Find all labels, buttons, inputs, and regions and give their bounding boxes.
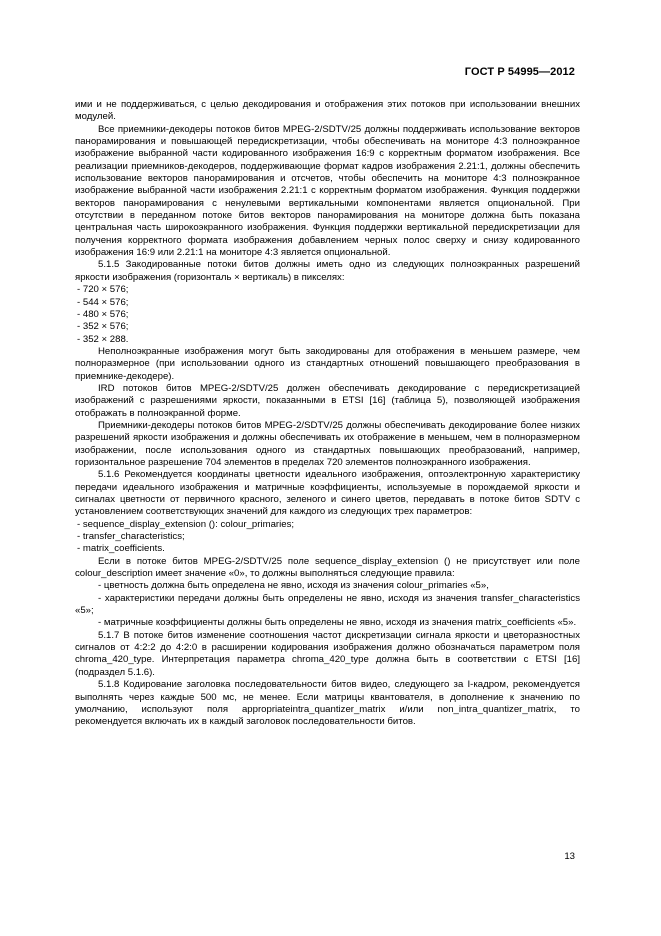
paragraph-rules-intro: Если в потоке битов MPEG-2/SDTV/25 поле sequence_display_extension () не присутствует или поле colour_description имеет значение «0», то должны выполняться следующие правила: xyxy=(75,555,580,580)
document-body xyxy=(75,99,580,729)
list-item-resolution: - 720 × 576; xyxy=(77,284,129,296)
paragraph-non-fullscreen: Неполноэкранные изображения могут быть закодированы для отображения в меньшем размере, чем полноразмерное (при использовании одного из стандартных отношений повышающего преобразования в приемнике-декодере). xyxy=(75,345,580,382)
rule-item: - характеристики передачи должны быть определены не явно, исходя из значения transfer_characteristics «5»; xyxy=(75,592,580,617)
document-standard-number: ГОСТ Р 54995—2012 xyxy=(464,66,575,78)
clause-5-1-5: 5.1.5 Закодированные потоки битов должны иметь одно из следующих полноэкранных разрешений яркости изображения (горизонталь × вертикаль) в пикселях: xyxy=(75,259,580,283)
list-item-parameter: - matrix_coefficients. xyxy=(77,543,165,555)
paragraph-continuation: ими и не поддерживаться, с целью декодирования и отображения этих потоков при использовании внешних модулей. xyxy=(75,99,580,123)
list-item-resolution: - 352 × 288. xyxy=(77,333,129,345)
list-item-resolution: - 480 × 576; xyxy=(77,308,129,320)
rule-item: - цветность должна быть определена не явно, исходя из значения colour_primaries «5», xyxy=(98,580,489,592)
paragraph-panning-vectors: Все приемники-декодеры потоков битов MPEG-2/SDTV/25 должны поддерживать использование векторов панорамирования и повышающей передискретизации, чтобы обеспечивать на мониторе 4:3 полноэкранное изображение выбранной части кодированного изображения 16:9 с корректным форматом изображения. Все реализации приемников-декодеров, поддерживающие формат кадров изображения 2.21:1, должны обеспечить использование векторов панорамирования и отсчетов, чтобы обеспечить на мониторе 4:3 полноэкранное изображение выбранной части изображения 2.21:1 с корректным форматом изображения. Функция поддержки векторов панорамирования с ненулевыми вертикальными компонентами является опциональной. При отсутствии в переданном потоке битов векторов панорамирования на мониторе должна быть показана центральная часть широкоэкранного изображения. Функция поддержки вертикальной передискретизации для получения корректного формата изображения добавлением черных полос сверху и снизу кодированного изображения 16:9 или 2.21:1 на мониторе 4:3 является опциональной. xyxy=(75,123,580,259)
paragraph-ird: IRD потоков битов MPEG-2/SDTV/25 должен обеспечивать декодирование с передискретизацией изображений с разрешениями яркости, показанными в ETSI [16] (таблица 5), позволяющей изображения отображать в полноэкранной форме. xyxy=(75,382,580,419)
paragraph-lower-resolutions: Приемники-декодеры потоков битов MPEG-2/SDTV/25 должны обеспечивать декодирование более низких разрешений яркости изображения и должны обеспечивать их отображение в меньшем, чем в полноразмерном изображении, после использования одного из стандартных повышающих преобразований, например, горизонтальное разрешение 704 элементов в пределах 720 элементов полноэкранного изображения. xyxy=(75,419,580,468)
page-number: 13 xyxy=(564,851,575,862)
rule-item: - матричные коэффициенты должны быть определены не явно, исходя из значения matrix_coefficients «5». xyxy=(98,617,577,629)
list-item-parameter: - sequence_display_extension (): colour_primaries; xyxy=(77,518,295,530)
list-item-resolution: - 352 × 576; xyxy=(77,321,129,333)
list-item-resolution: - 544 × 576; xyxy=(77,296,129,308)
clause-5-1-8: 5.1.8 Кодирование заголовка последовательности битов видео, следующего за I-кадром, рекомендуется выполнять через каждые 500 мс, не менее. Если матрицы квантователя, в дополнение к значению по умолчанию, используют поля appropriateintra_quantizer_matrix и/или non_intra_quantizer_matrix, то рекомендуется включать их в каждый заголовок последовательности битов. xyxy=(75,679,580,728)
list-item-parameter: - transfer_characteristics; xyxy=(77,531,185,543)
clause-5-1-7: 5.1.7 В потоке битов изменение соотношения частот дискретизации сигнала яркости и цветоразностных сигналов от 4:2:2 до 4:2:0 в расширении кодирования изображения должно обозначаться параметром поля chroma_420_type. Интерпретация параметра chroma_420_type должна быть в соответствии с ETSI [16] (подраздел 5.1.6). xyxy=(75,629,580,678)
clause-5-1-6: 5.1.6 Рекомендуется координаты цветности идеального изображения, оптоэлектронную характеристику передачи идеального изображения и матричные коэффициенты, используемые в порождаемой яркости и сигналах цветности от первичного красного, зеленого и синего цветов, передавать в потоке битов SDTV с установлением соответствующих значений для каждого из следующих трех параметров: xyxy=(75,469,580,518)
